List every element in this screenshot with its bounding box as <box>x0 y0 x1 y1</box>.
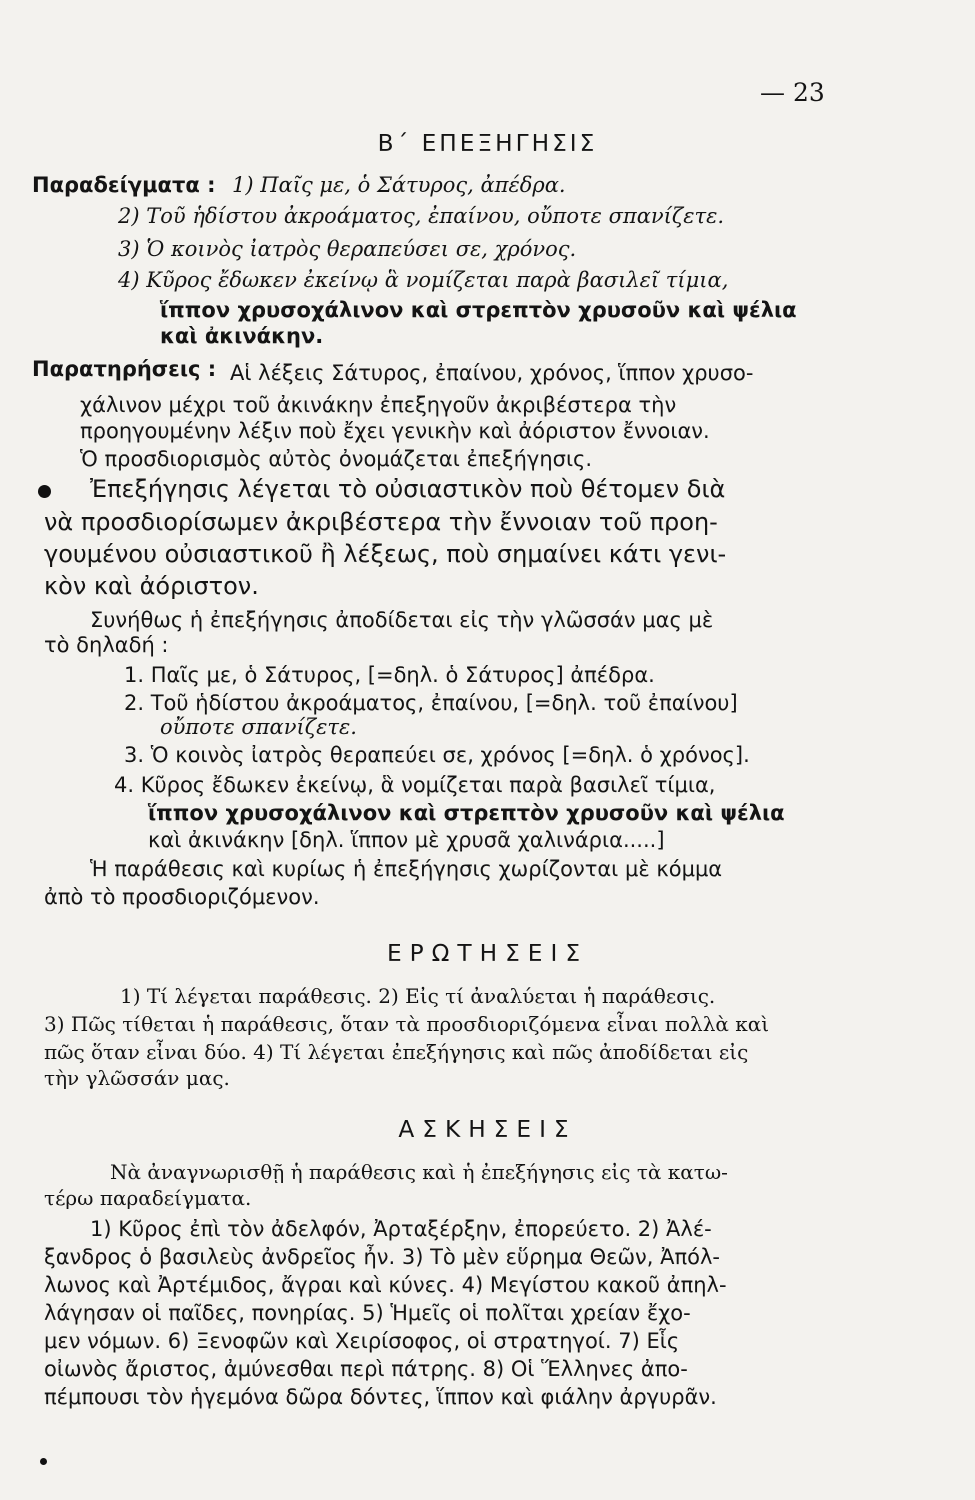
note-line-1: Αἱ λέξεις Σάτυρος, ἐπαίνου, χρόνος, ἵππον χρυσο- <box>230 361 754 385</box>
exercise-intro-1: Νὰ ἀναγνωρισθῇ ἡ παράθεσις καὶ ἡ ἐπεξήγησις εἰς τὰ κατω- <box>110 1160 728 1184</box>
notes-label: Παρατηρήσεις : <box>32 357 217 381</box>
section-title: Β΄ ΕΠΕΞΗΓΗΣΙΣ <box>377 130 598 157</box>
exercise-line-5: μεν νόμων. 6) Ξενοφῶν καὶ Χειρίσοφος, οἱ στρατηγοί. 7) Εἷς <box>44 1329 680 1353</box>
closing-line-2: ἀπὸ τὸ προσδιοριζόμενον. <box>44 885 320 909</box>
usually-line-2: τὸ δηλαδή : <box>44 633 169 657</box>
example-4-cont: ἵππον χρυσοχάλινον καὶ στρεπτὸν χρυσοῦν καὶ ψέλια <box>160 298 797 322</box>
definition-line-1: Ἐπεξήγησις λέγεται τὸ οὐσιαστικὸν ποὺ θέτομεν διὰ <box>90 475 726 503</box>
bullet-icon <box>38 485 51 498</box>
numbered-3: 3. Ὁ κοινὸς ἰατρὸς θεραπεύει σε, χρόνος [=δηλ. ὁ χρόνος]. <box>124 743 750 767</box>
definition-line-4: κὸν καὶ ἀόριστον. <box>44 572 259 600</box>
note-line-3: προηγουμένην λέξιν ποὺ ἔχει γενικὴν καὶ ἀόριστον ἔννοιαν. <box>80 419 710 443</box>
example-2: 2) Τοῦ ἡδίστου ἀκροάματος, ἐπαίνου, οὔποτε σπανίζετε. <box>118 204 725 228</box>
questions-title: ΕΡΩΤΗΣΕΙΣ <box>386 940 589 967</box>
closing-line-1: Ἡ παράθεσις καὶ κυρίως ἡ ἐπεξήγησις χωρίζονται μὲ κόμμα <box>90 857 723 881</box>
exercise-line-7: πέμπουσι τὸν ἡγεμόνα δῶρα δόντες, ἵππον καὶ φιάλην ἀργυρᾶν. <box>44 1385 717 1409</box>
page-number: — 23 <box>760 78 825 107</box>
example-3: 3) Ὁ κοινὸς ἰατρὸς θεραπεύσει σε, χρόνος. <box>118 237 577 261</box>
numbered-2-cont: οὔποτε σπανίζετε. <box>160 715 357 739</box>
numbered-1: 1. Παῖς με, ὁ Σάτυρος, [=δηλ. ὁ Σάτυρος] ἀπέδρα. <box>124 663 655 687</box>
ink-dot-icon <box>40 1458 47 1465</box>
exercise-line-1: 1) Κῦρος ἐπὶ τὸν ἀδελφόν, Ἀρταξέρξην, ἐπορεύετο. 2) Ἀλέ- <box>90 1217 712 1241</box>
numbered-4-end: καὶ ἀκινάκην [δηλ. ἵππον μὲ χρυσᾶ χαλινάρια.....] <box>148 828 665 852</box>
numbered-2: 2. Τοῦ ἡδίστου ἀκροάματος, ἐπαίνου, [=δηλ. τοῦ ἐπαίνου] <box>124 691 738 715</box>
exercise-line-6: οἰωνὸς ἄριστος, ἀμύνεσθαι περὶ πάτρης. 8) Οἱ Ἕλληνες ἀπο- <box>44 1357 688 1381</box>
examples-label: Παραδείγματα : <box>32 173 216 197</box>
question-line-3: πῶς ὅταν εἶναι δύο. 4) Τί λέγεται ἐπεξήγησις καὶ πῶς ἀποδίδεται εἰς <box>44 1040 749 1064</box>
usually-line-1: Συνήθως ἡ ἐπεξήγησις ἀποδίδεται εἰς τὴν γλῶσσάν μας μὲ <box>90 608 714 632</box>
exercise-line-3: λωνος καὶ Ἀρτέμιδος, ἄγραι καὶ κύνες. 4) Μεγίστου κακοῦ ἀπηλ- <box>44 1273 727 1297</box>
definition-line-2: νὰ προσδιορίσωμεν ἀκριβέστερα τὴν ἔννοιαν τοῦ προη- <box>44 508 718 536</box>
note-line-4: Ὁ προσδιορισμὸς αὐτὸς ὀνομάζεται ἐπεξήγησις. <box>80 447 593 471</box>
question-line-2: 3) Πῶς τίθεται ἡ παράθεσις, ὅταν τὰ προσδιοριζόμενα εἶναι πολλὰ καὶ <box>44 1012 770 1036</box>
exercise-line-2: ξανδρος ὁ βασιλεὺς ἀνδρεῖος ἦν. 3) Τὸ μὲν εὕρημα Θεῶν, Ἀπόλ- <box>44 1245 720 1269</box>
question-line-4: τὴν γλῶσσάν μας. <box>44 1066 230 1090</box>
exercise-intro-2: τέρω παραδείγματα. <box>44 1186 252 1210</box>
question-line-1: 1) Τί λέγεται παράθεσις. 2) Εἰς τί ἀναλύεται ἡ παράθεσις. <box>120 984 716 1008</box>
exercise-line-4: λάγησαν οἱ παῖδες, πονηρίας. 5) Ἡμεῖς οἱ πολῖται χρείαν ἔχο- <box>44 1301 691 1325</box>
note-line-2: χάλινον μέχρι τοῦ ἀκινάκην ἐπεξηγοῦν ἀκριβέστερα τὴν <box>80 393 677 417</box>
definition-line-3: γουμένου οὐσιαστικοῦ ἢ λέξεως, ποὺ σημαίνει κάτι γενι- <box>44 540 727 568</box>
numbered-4-cont: ἵππον χρυσοχάλινον καὶ στρεπτὸν χρυσοῦν καὶ ψέλια <box>148 801 785 825</box>
example-4: 4) Κῦρος ἔδωκεν ἐκείνῳ ἃ νομίζεται παρὰ βασιλεῖ τίμια, <box>118 268 729 292</box>
numbered-4: 4. Κῦρος ἔδωκεν ἐκείνῳ, ἃ νομίζεται παρὰ βασιλεῖ τίμια, <box>114 773 716 797</box>
example-1: 1) Παῖς με, ὁ Σάτυρος, ἀπέδρα. <box>232 173 566 197</box>
example-4-end: καὶ ἀκινάκην. <box>160 324 324 348</box>
exercises-title: ΑΣΚΗΣΕΙΣ <box>398 1116 577 1143</box>
